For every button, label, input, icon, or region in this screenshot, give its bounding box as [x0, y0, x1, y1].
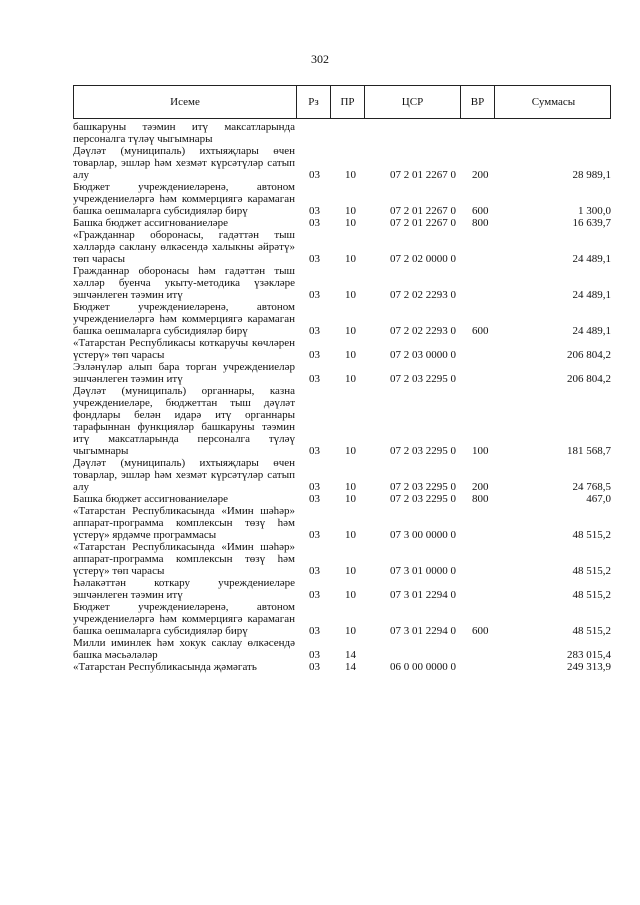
row-rz: 03: [309, 529, 320, 541]
table-row: [73, 229, 613, 265]
row-csr: 07 2 01 2267 0: [390, 169, 456, 181]
row-csr: 07 2 01 2267 0: [390, 217, 456, 229]
row-sum: 48 515,2: [572, 565, 611, 577]
row-pr: 10: [345, 349, 356, 361]
row-name: Дәүләт (муниципаль) ихтыяҗлары өчен товарлар, эшләр һәм хезмәт күрсәтүләр сатып алу: [73, 457, 295, 493]
row-csr: 07 2 02 2293 0: [390, 325, 456, 337]
row-sum: 249 313,9: [567, 661, 611, 673]
page-number: 302: [311, 52, 329, 66]
row-sum: 24 768,5: [572, 481, 611, 493]
table-row: [73, 121, 613, 145]
row-pr: 10: [345, 373, 356, 385]
row-sum: 48 515,2: [572, 589, 611, 601]
row-csr: 07 2 02 2293 0: [390, 289, 456, 301]
row-pr: 10: [345, 169, 356, 181]
row-sum: 283 015,4: [567, 649, 611, 661]
row-csr: 07 2 01 2267 0: [390, 205, 456, 217]
row-name: Гражданнар оборонасы һәм гадәттән тыш хәлләр буенча укыту-методика үзәкләре эшчәнлеген тәэмин итү: [73, 265, 295, 301]
row-rz: 03: [309, 169, 320, 181]
row-sum: 28 989,1: [572, 169, 611, 181]
table-row: [73, 577, 613, 601]
row-pr: 10: [345, 625, 356, 637]
row-name: Бюджет учреждениеләренә, автоном учреждениеләргә һәм коммерциягә карамаган башка оешмаларга субсидияләр бирү: [73, 601, 295, 637]
row-pr: 10: [345, 565, 356, 577]
row-pr: 10: [345, 289, 356, 301]
row-pr: 10: [345, 253, 356, 265]
row-vr: 200: [472, 169, 489, 181]
row-rz: 03: [309, 373, 320, 385]
table-header: [73, 85, 611, 119]
row-vr: 100: [472, 445, 489, 457]
row-sum: 206 804,2: [567, 373, 611, 385]
row-pr: 10: [345, 481, 356, 493]
row-vr: 600: [472, 325, 489, 337]
row-vr: 800: [472, 493, 489, 505]
row-pr: 14: [345, 649, 356, 661]
row-pr: 10: [345, 529, 356, 541]
row-vr: 600: [472, 625, 489, 637]
row-name: «Татарстан Республикасы коткаручы көчләрен үстерү» төп чарасы: [73, 337, 295, 361]
row-rz: 03: [309, 349, 320, 361]
row-name: Һәлакәттән коткару учреждениеләре эшчәнлеген тәэмин итү: [73, 577, 295, 601]
table-row: [73, 217, 613, 229]
header-vr: ВР: [460, 86, 494, 118]
row-sum: 24 489,1: [572, 289, 611, 301]
row-sum: 24 489,1: [572, 325, 611, 337]
row-csr: 07 2 02 0000 0: [390, 253, 456, 265]
row-vr: 200: [472, 481, 489, 493]
row-name: Башка бюджет ассигнованиеләре: [73, 493, 228, 505]
row-csr: 07 3 01 0000 0: [390, 565, 456, 577]
row-rz: 03: [309, 325, 320, 337]
table-row: [73, 661, 613, 673]
row-name: «Татарстан Республикасында җәмәгать: [73, 661, 257, 673]
row-pr: 10: [345, 325, 356, 337]
row-pr: 10: [345, 445, 356, 457]
row-pr: 10: [345, 589, 356, 601]
row-rz: 03: [309, 205, 320, 217]
row-rz: 03: [309, 289, 320, 301]
header-pr: ПР: [330, 86, 364, 118]
row-vr: 800: [472, 217, 489, 229]
row-vr: 600: [472, 205, 489, 217]
row-sum: 48 515,2: [572, 625, 611, 637]
table-row: [73, 541, 613, 577]
row-rz: 03: [309, 217, 320, 229]
table-row: [73, 493, 613, 505]
row-rz: 03: [309, 589, 320, 601]
row-csr: 07 3 00 0000 0: [390, 529, 456, 541]
row-name: Эзләнүләр алып бара торган учреждениеләр эшчәнлеген тәэмин итү: [73, 361, 295, 385]
row-name: Бюджет учреждениеләренә, автоном учреждениеләргә һәм коммерциягә карамаган башка оешмаларга субсидияләр бирү: [73, 181, 295, 217]
table-row: [73, 337, 613, 361]
table-row: [73, 301, 613, 337]
row-csr: 07 2 03 2295 0: [390, 445, 456, 457]
row-csr: 07 3 01 2294 0: [390, 625, 456, 637]
row-pr: 10: [345, 217, 356, 229]
row-sum: 24 489,1: [572, 253, 611, 265]
table-row: [73, 457, 613, 493]
row-name: Дәүләт (муниципаль) ихтыяҗлары өчен товарлар, эшләр һәм хезмәт күрсәтүләр сатып алу: [73, 145, 295, 181]
row-sum: 48 515,2: [572, 529, 611, 541]
row-pr: 10: [345, 493, 356, 505]
row-rz: 03: [309, 625, 320, 637]
table-row: [73, 637, 613, 661]
row-rz: 03: [309, 493, 320, 505]
row-rz: 03: [309, 253, 320, 265]
row-name: «Татарстан Республикасында «Имин шәһәр» аппарат-программа комплексын төзү һәм үстерү» төп чарасы: [73, 541, 295, 577]
row-csr: 07 2 03 2295 0: [390, 481, 456, 493]
row-sum: 16 639,7: [572, 217, 611, 229]
row-sum: 1 300,0: [578, 205, 611, 217]
row-name: «Гражданнар оборонасы, гадәттән тыш хәлләрдә саклану өлкәсендә халыкны әйрәтү» төп чарасы: [73, 229, 295, 265]
row-name: Башка бюджет ассигнованиеләре: [73, 217, 228, 229]
row-rz: 03: [309, 649, 320, 661]
row-name: Бюджет учреждениеләренә, автоном учреждениеләргә һәм коммерциягә карамаган башка оешмаларга субсидияләр бирү: [73, 301, 295, 337]
header-rz: Рз: [296, 86, 330, 118]
table-row: [73, 361, 613, 385]
row-csr: 06 0 00 0000 0: [390, 661, 456, 673]
header-name: Исеме: [170, 96, 200, 108]
row-name: Дәүләт (муниципаль) органнары, казна учреждениеләре, бюджеттан тыш дәүләт фондлары белән идарә итү органнары тарафыннан функцияләр башкаруны тәэмин итү максатларында персоналга түләү чыгымнары: [73, 385, 295, 457]
row-sum: 206 804,2: [567, 349, 611, 361]
row-pr: 14: [345, 661, 356, 673]
row-rz: 03: [309, 445, 320, 457]
row-name: Милли иминлек һәм хокук саклау өлкәсендә башка мәсьәләләр: [73, 637, 295, 661]
row-name: башкаруны тәэмин итү максатларында персоналга түләү чыгымнары: [73, 121, 295, 145]
row-csr: 07 3 01 2294 0: [390, 589, 456, 601]
row-sum: 467,0: [586, 493, 611, 505]
table-row: [73, 505, 613, 541]
row-csr: 07 2 03 2295 0: [390, 493, 456, 505]
header-sum: Суммасы: [494, 86, 612, 118]
header-csr: ЦСР: [364, 86, 460, 118]
table-row: [73, 601, 613, 637]
row-name: «Татарстан Республикасында «Имин шәһәр» аппарат-программа комплексын төзү һәм үстерү» ярдәмче программасы: [73, 505, 295, 541]
table-row: [73, 265, 613, 301]
table-row: [73, 385, 613, 457]
row-rz: 03: [309, 661, 320, 673]
row-csr: 07 2 03 2295 0: [390, 373, 456, 385]
row-sum: 181 568,7: [567, 445, 611, 457]
row-rz: 03: [309, 565, 320, 577]
table-body: [73, 121, 613, 673]
row-pr: 10: [345, 205, 356, 217]
row-csr: 07 2 03 0000 0: [390, 349, 456, 361]
table-row: [73, 181, 613, 217]
table-row: [73, 145, 613, 181]
row-rz: 03: [309, 481, 320, 493]
